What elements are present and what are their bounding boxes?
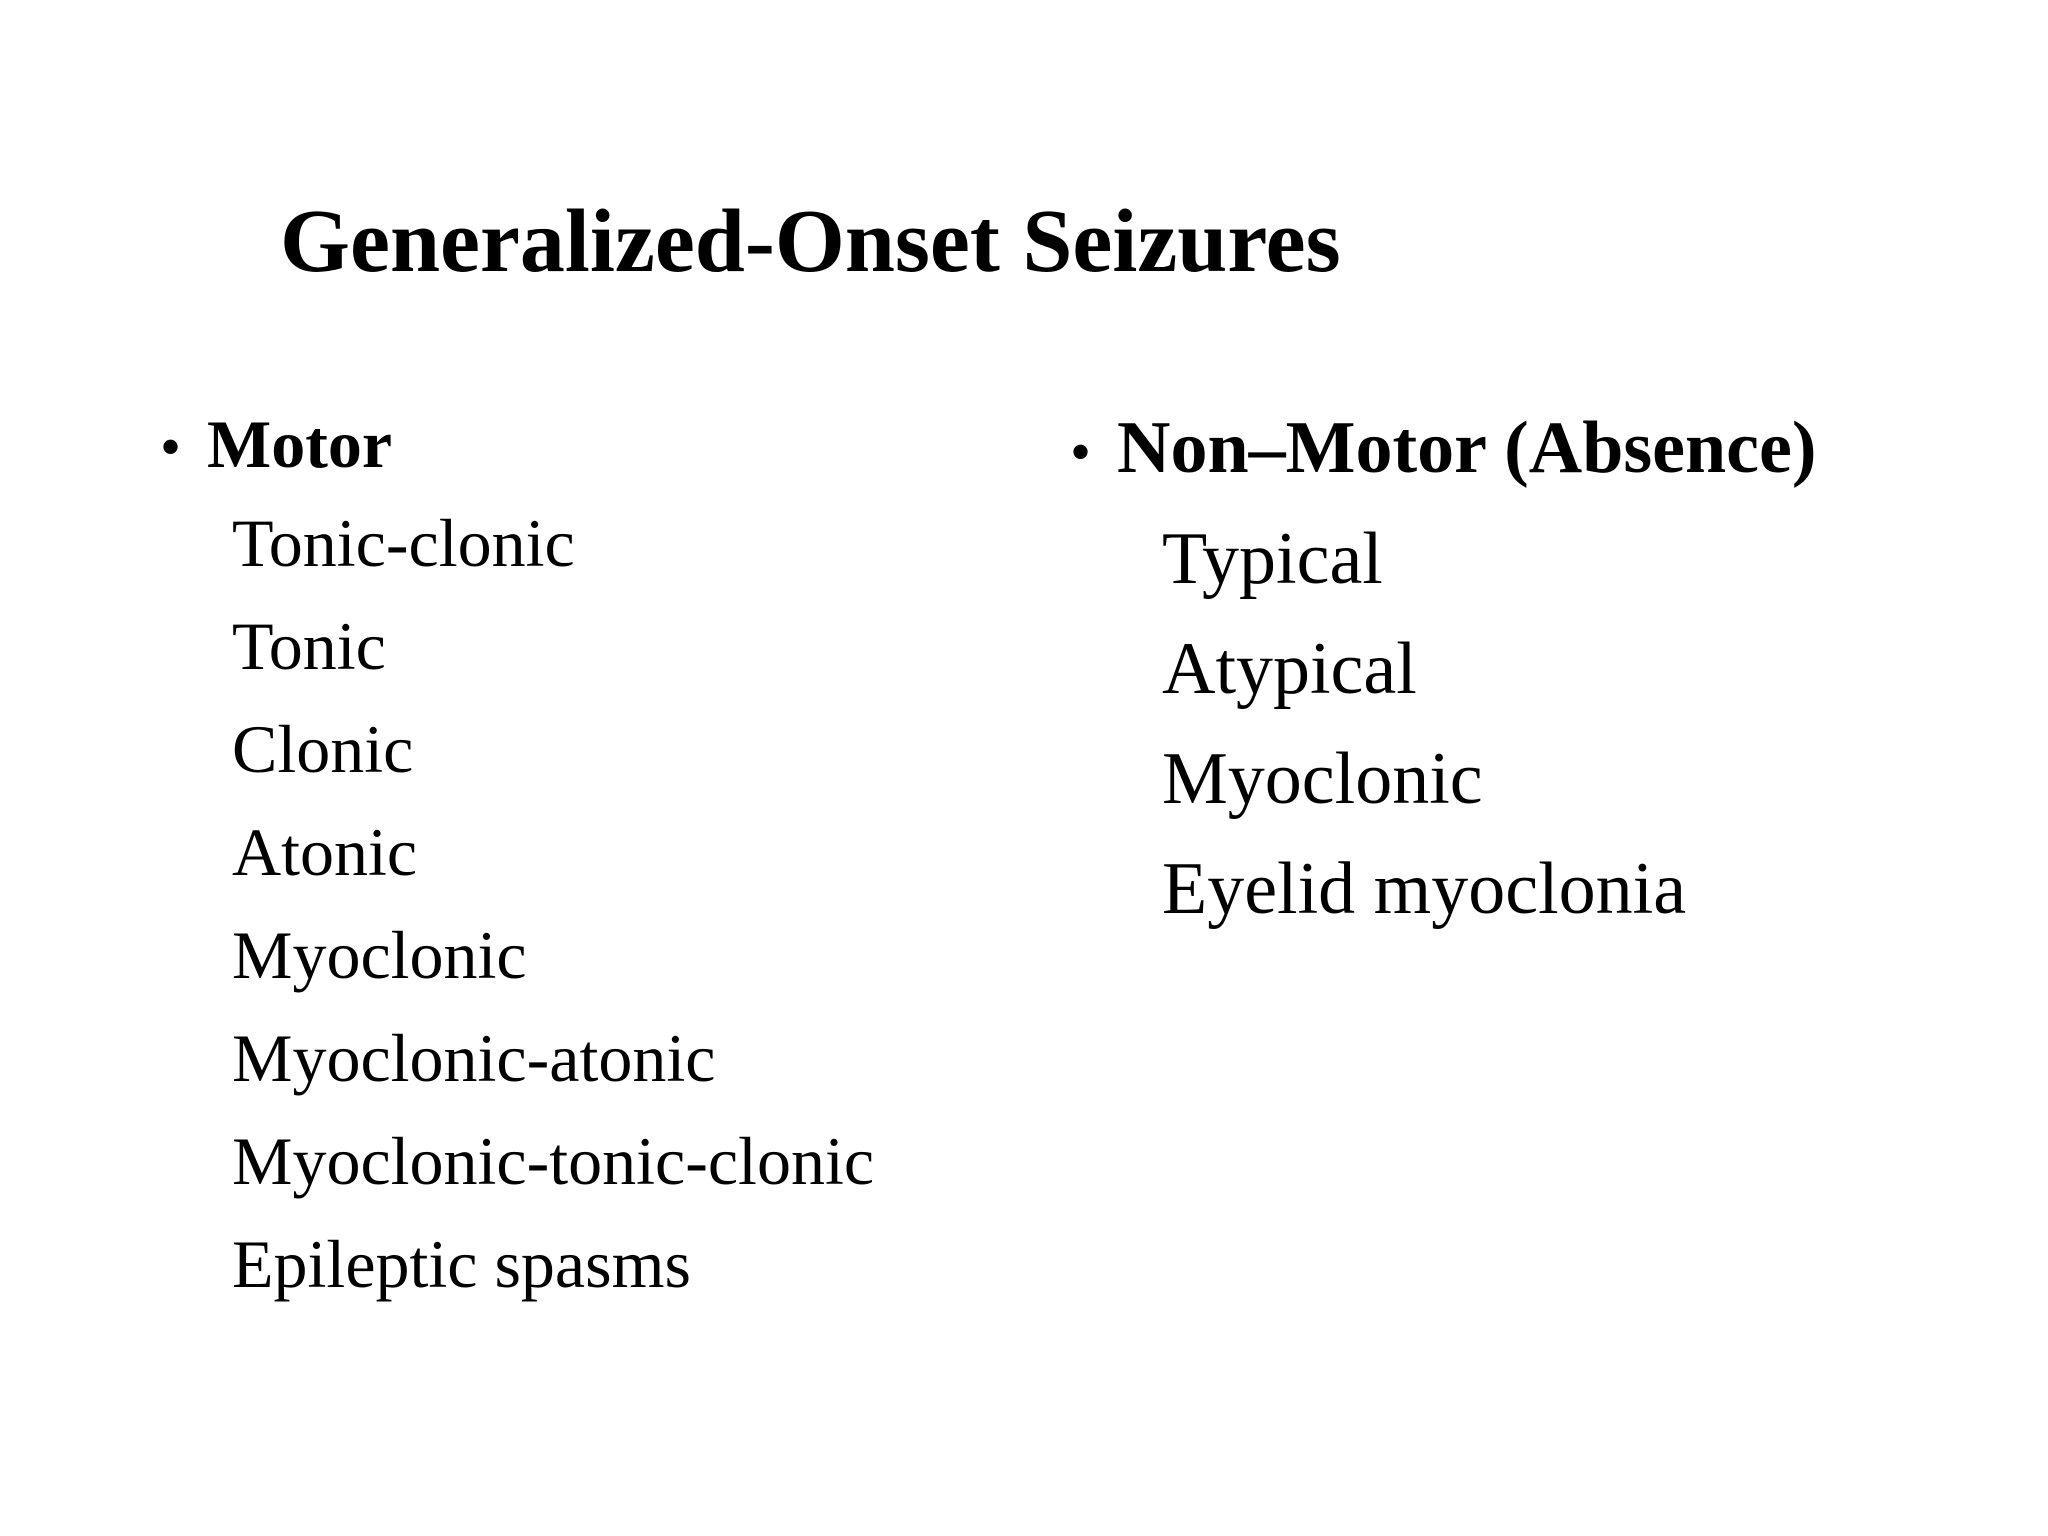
list-item: Myoclonic [232,917,527,993]
motor-heading-row [160,400,874,488]
slide-title: Generalized-Onset Seizures [280,192,1341,291]
list-item: Typical [1162,518,1383,600]
non-motor-heading: Non–Motor (Absence) [1117,407,1817,489]
non-motor-heading-row [1070,400,1816,496]
list-item: Myoclonic-tonic-clonic [232,1123,875,1199]
motor-list [232,492,874,1316]
list-item: Eyelid myoclonia [1162,848,1687,930]
bullet-icon: • [160,414,182,480]
list-item: Epileptic spasms [232,1226,691,1302]
list-item: Myoclonic [1162,738,1483,820]
motor-heading: Motor [207,406,393,482]
list-item: Tonic-clonic [232,505,575,581]
non-motor-list [1162,504,1816,944]
list-item: Clonic [232,711,414,787]
bullet-icon: • [1070,419,1092,485]
non-motor-column [1070,400,1816,944]
list-item: Atonic [232,814,418,890]
list-item: Tonic [232,608,386,684]
list-item: Myoclonic-atonic [232,1020,716,1096]
list-item: Atypical [1162,628,1417,710]
motor-column [160,400,874,1316]
